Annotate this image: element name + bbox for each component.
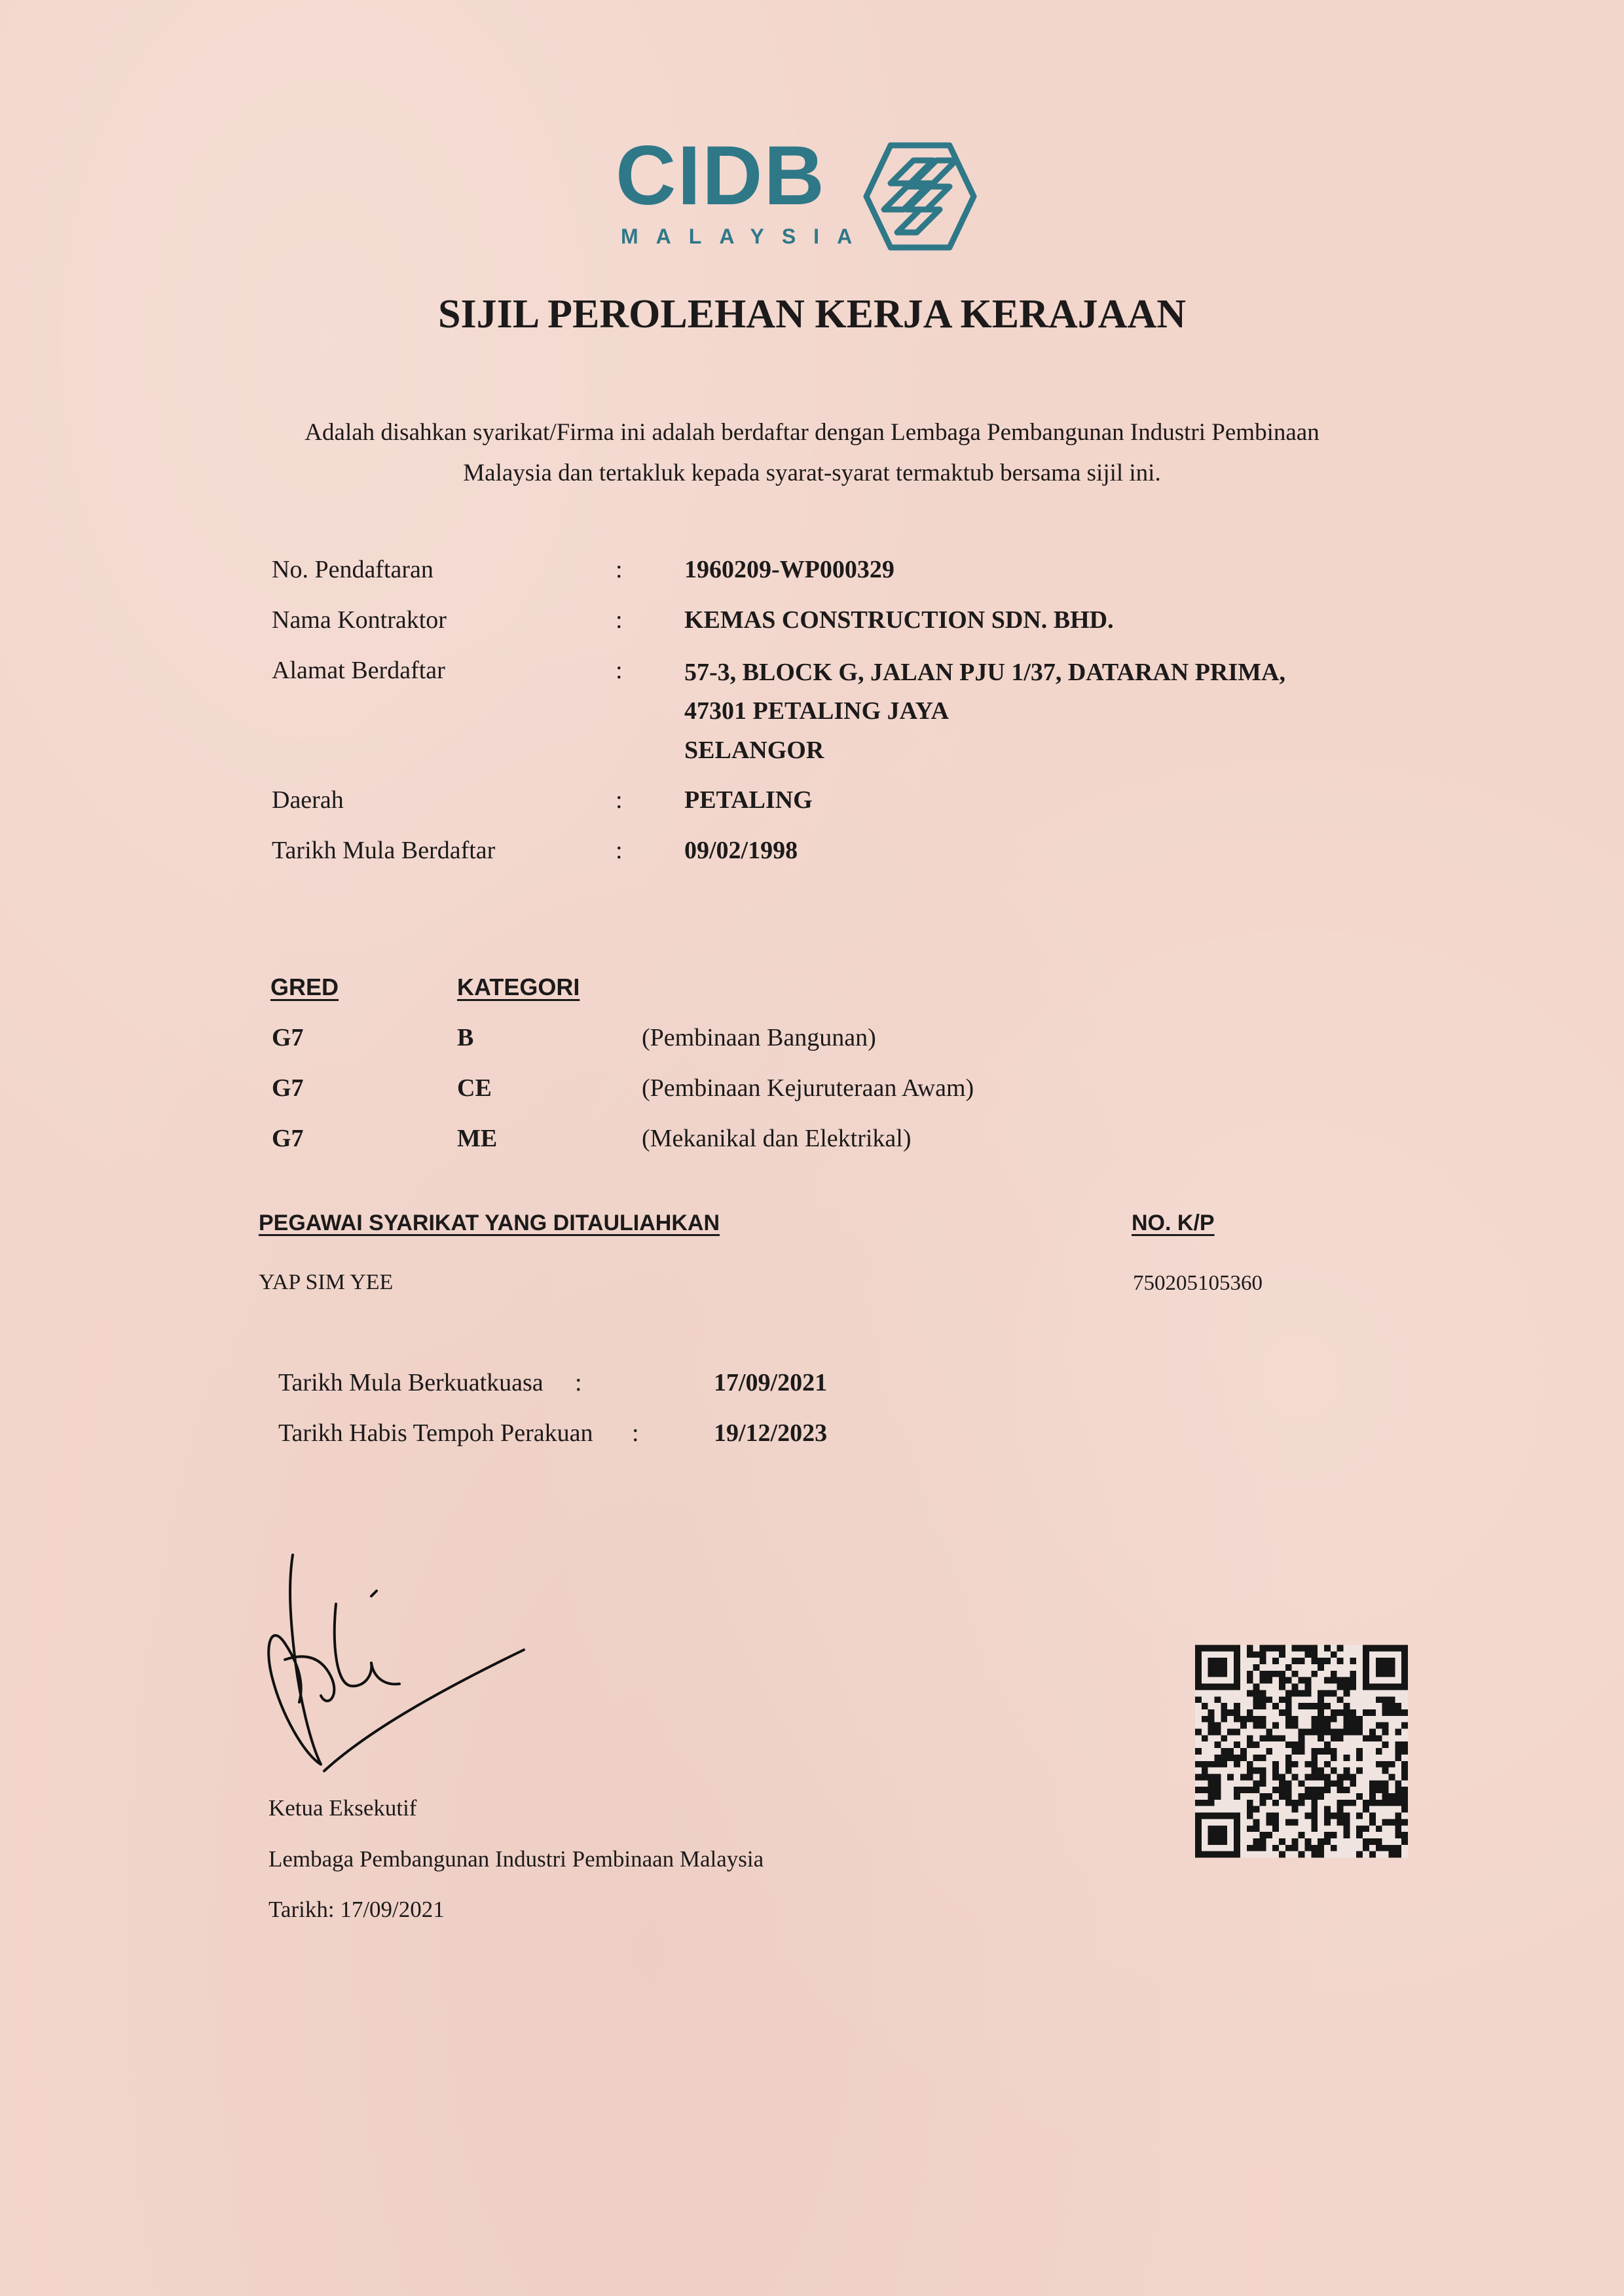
validity-end-sep: : (632, 1419, 639, 1447)
registration-no-value: 1960209-WP000329 (684, 556, 895, 583)
grade-row-3-description: (Mekanikal dan Elektrikal) (642, 1125, 912, 1152)
contractor-name-sep: : (616, 606, 623, 634)
signature-icon (259, 1545, 534, 1781)
district-label: Daerah (272, 786, 344, 814)
officer-name: YAP SIM YEE (259, 1270, 394, 1294)
validity-start-sep: : (575, 1369, 582, 1396)
signatory-title: Ketua Eksekutif (268, 1795, 417, 1821)
officer-id-header: NO. K/P (1132, 1211, 1215, 1235)
logo-subtext: MALAYSIA (621, 225, 870, 248)
grade-row-2-description: (Pembinaan Kejuruteraan Awam) (642, 1074, 974, 1102)
certificate-title: SIJIL PEROLEHAN KERJA KERAJAAN (437, 292, 1187, 337)
validity-end-value: 19/12/2023 (714, 1419, 828, 1447)
intro-line-1: Adalah disahkan syarikat/Firma ini adalah berdaftar dengan Lembaga Pembangunan Industri Pembinaan (304, 419, 1320, 446)
officer-header: PEGAWAI SYARIKAT YANG DITAULIAHKAN (259, 1211, 720, 1235)
category-header: KATEGORI (457, 974, 580, 1000)
registered-date-label: Tarikh Mula Berdaftar (272, 837, 496, 864)
contractor-name-label: Nama Kontraktor (272, 606, 447, 634)
registered-date-sep: : (616, 837, 623, 864)
address-line-2: 47301 PETALING JAYA (684, 697, 950, 725)
contractor-name-value: KEMAS CONSTRUCTION SDN. BHD. (684, 606, 1114, 634)
grade-row-1-description: (Pembinaan Bangunan) (642, 1024, 876, 1051)
grade-row-2-category: CE (457, 1074, 492, 1102)
grade-header: GRED (270, 974, 339, 1000)
grade-row-1-grade: G7 (272, 1024, 304, 1051)
grade-row-2-grade: G7 (272, 1074, 304, 1102)
signatory-date: Tarikh: 17/09/2021 (268, 1897, 445, 1922)
qr-code-icon (1195, 1643, 1408, 1859)
validity-end-label: Tarikh Habis Tempoh Perakuan (278, 1419, 593, 1447)
grade-row-3-category: ME (457, 1125, 498, 1152)
registration-no-label: No. Pendaftaran (272, 556, 434, 583)
address-line-3: SELANGOR (684, 737, 824, 764)
address-sep: : (616, 657, 623, 684)
registration-no-sep: : (616, 556, 623, 583)
address-line-1: 57-3, BLOCK G, JALAN PJU 1/37, DATARAN PRIMA, (684, 659, 1285, 686)
officer-id: 750205105360 (1133, 1271, 1263, 1295)
intro-line-2: Malaysia dan tertakluk kepada syarat-syarat termaktub bersama sijil ini. (463, 460, 1161, 486)
signatory-org: Lembaga Pembangunan Industri Pembinaan Malaysia (268, 1846, 764, 1872)
grade-row-1-category: B (457, 1024, 474, 1051)
address-label: Alamat Berdaftar (272, 657, 445, 684)
cidb-logo-icon (861, 137, 979, 255)
validity-start-label: Tarikh Mula Berkuatkuasa (278, 1369, 544, 1396)
logo-text: CIDB (616, 129, 826, 223)
registered-date-value: 09/02/1998 (684, 837, 798, 864)
validity-start-value: 17/09/2021 (714, 1369, 828, 1396)
grade-row-3-grade: G7 (272, 1125, 304, 1152)
cidb-logo (616, 129, 1022, 265)
district-value: PETALING (684, 786, 813, 814)
district-sep: : (616, 786, 623, 814)
